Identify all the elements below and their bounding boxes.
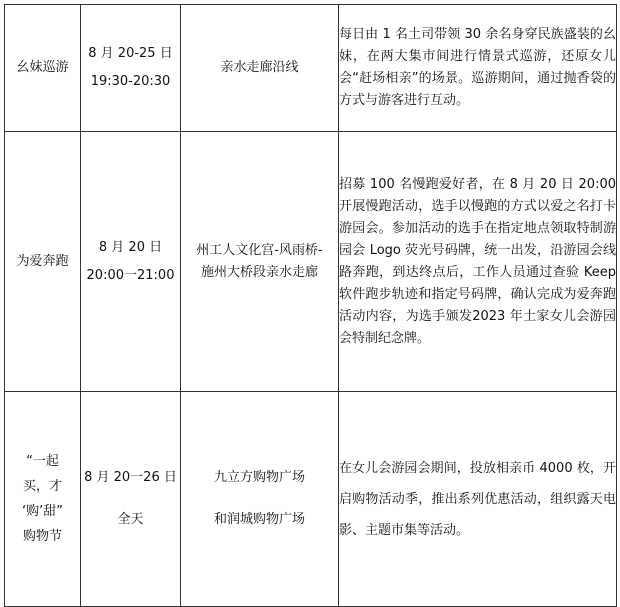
event-time-cell (81, 5, 181, 132)
event-name-line: 为爱奔跑 (16, 253, 69, 269)
table-row (5, 5, 617, 132)
table-row (5, 392, 617, 607)
table-row (5, 132, 617, 392)
event-location-line: 施州大桥段亲水走廊 (200, 264, 318, 280)
event-name-cell (5, 392, 81, 607)
event-location-line: 九立方购物广场 (213, 470, 305, 485)
event-location-cell (181, 5, 339, 132)
event-date: 8 月 20一26 日 (84, 470, 177, 485)
event-location-line: 和润城购物广场 (213, 512, 305, 527)
event-schedule-table (4, 4, 617, 607)
event-name-cell (5, 5, 81, 132)
event-name-cell (5, 132, 81, 392)
event-description: 在女儿会游园会期间，投放相亲币 4000 枚，开启购物活动季，推出系列优惠活动，组织露天电影、主题市集等活动。 (339, 392, 617, 607)
event-hours: 19:30-20:30 (90, 74, 171, 89)
event-description: 招募 100 名慢跑爱好者，在 8 月 20 日 20:00 开展慢跑活动，选手以慢跑的方式以爱之名打卡游园会。参加活动的选手在指定地点领取特制游园会 Logo 荧光号码牌，统一出发，沿游园会线路奔跑，到达终点后，工作人员通过查验 Keep软件跑步轨迹和指定号码牌，确认完成为爱奔跑活动内容，为选手颁发2023 年土家女儿会游园会特制纪念牌。 (339, 132, 617, 392)
event-location-line: 州工人文化宫-风雨桥- (196, 242, 323, 258)
event-location-cell (181, 392, 339, 607)
event-name-line: 买，才 (22, 479, 62, 494)
event-time-cell (81, 132, 181, 392)
event-name-line: 购物节 (22, 529, 62, 544)
spacer (181, 493, 338, 505)
event-date: 8 月 20-25 日 (88, 46, 173, 61)
spacer (81, 493, 180, 505)
event-name-line: ‘购’甜” (22, 504, 63, 519)
event-date: 8 月 20 日 (98, 239, 163, 255)
event-name-line: “一起 (26, 454, 59, 469)
event-description: 每日由 1 名土司带领 30 余名身穿民族盛装的幺妹，在两大集市间进行情景式巡游，还原女儿会“赶场相亲”的场景。巡游期间，通过抛香袋的方式与游客进行互动。 (339, 5, 617, 132)
event-hours: 20:00一21:00 (86, 267, 175, 283)
event-location-cell (181, 132, 339, 392)
event-name-line: 幺妹巡游 (16, 60, 69, 75)
event-hours: 全天 (117, 512, 144, 527)
event-time-cell (81, 392, 181, 607)
event-location-line: 亲水走廊沿线 (220, 60, 299, 75)
